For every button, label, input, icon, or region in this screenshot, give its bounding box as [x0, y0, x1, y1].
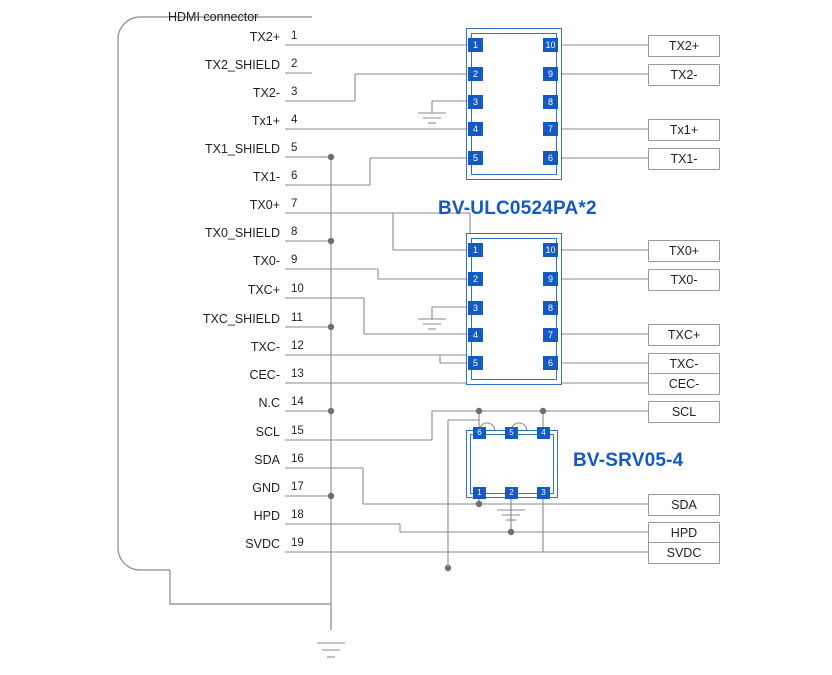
chip1-pad-7: 7 — [543, 122, 558, 136]
chip-srv05-4-body — [470, 434, 554, 494]
pin-number-3: 3 — [291, 86, 298, 98]
pin-label-11: TXC_SHIELD — [202, 312, 280, 326]
pin-label-16: SDA — [254, 453, 280, 467]
pin-label-12: TXC- — [250, 340, 280, 354]
part-label-ulc0524pa: BV-ULC0524PA*2 — [438, 198, 597, 219]
pin-number-16: 16 — [291, 453, 304, 465]
net-box-tx0n: TX0- — [648, 269, 720, 291]
chip2-pad-6: 6 — [543, 356, 558, 370]
net-box-scl: SCL — [648, 401, 720, 423]
pin-number-19: 19 — [291, 537, 304, 549]
pin-number-10: 10 — [291, 283, 304, 295]
pin-label-17: GND — [252, 481, 280, 495]
net-box-tx1p: Tx1+ — [648, 119, 720, 141]
net-box-tx0p: TX0+ — [648, 240, 720, 262]
chip2-pad-7: 7 — [543, 328, 558, 342]
part-label-srv05-4: BV-SRV05-4 — [573, 450, 684, 471]
pin-number-6: 6 — [291, 170, 298, 182]
chip2-pad-2: 2 — [468, 272, 483, 286]
pin-number-18: 18 — [291, 509, 304, 521]
pin-label-14: N.C — [258, 396, 280, 410]
pin-number-2: 2 — [291, 58, 298, 70]
pin-number-11: 11 — [291, 312, 303, 324]
chip3-pad-4: 4 — [537, 427, 550, 439]
pin-label-1: TX2+ — [249, 30, 280, 44]
pin-number-17: 17 — [291, 481, 304, 493]
chip2-pad-3: 3 — [468, 301, 483, 315]
pin-label-15: SCL — [255, 425, 280, 439]
chip3-pad-5: 5 — [505, 427, 518, 439]
chip1-pad-4: 4 — [468, 122, 483, 136]
connector-title: HDMI connector — [168, 10, 259, 24]
pin-number-4: 4 — [291, 114, 298, 126]
chip3-pad-1: 1 — [473, 487, 486, 499]
net-box-tx1n: TX1- — [648, 148, 720, 170]
pin-label-18: HPD — [253, 509, 280, 523]
pin-label-6: TX1- — [252, 170, 280, 184]
net-box-sda: SDA — [648, 494, 720, 516]
pin-label-9: TX0- — [252, 254, 280, 268]
chip2-pad-1: 1 — [468, 243, 483, 257]
chip2-pad-10: 10 — [543, 243, 558, 257]
pin-number-15: 15 — [291, 425, 304, 437]
pin-label-2: TX2_SHIELD — [204, 58, 280, 72]
net-box-svdc: SVDC — [648, 542, 720, 564]
pin-number-14: 14 — [291, 396, 304, 408]
pin-label-5: TX1_SHIELD — [204, 142, 280, 156]
chip1-pad-2: 2 — [468, 67, 483, 81]
net-box-cec: CEC- — [648, 373, 720, 395]
chip3-pad-6: 6 — [473, 427, 486, 439]
pin-label-8: TX0_SHIELD — [204, 226, 280, 240]
pin-number-5: 5 — [291, 142, 298, 154]
chip1-pad-9: 9 — [543, 67, 558, 81]
net-box-tx2p: TX2+ — [648, 35, 720, 57]
chip1-pad-6: 6 — [543, 151, 558, 165]
pin-label-7: TX0+ — [249, 198, 280, 212]
pin-label-4: Tx1+ — [251, 114, 280, 128]
net-box-txcn: TXC- — [648, 353, 720, 375]
chip3-pad-3: 3 — [537, 487, 550, 499]
pin-number-8: 8 — [291, 226, 298, 238]
chip2-pad-8: 8 — [543, 301, 558, 315]
pin-number-9: 9 — [291, 254, 298, 266]
chip2-pad-4: 4 — [468, 328, 483, 342]
chip1-pad-8: 8 — [543, 95, 558, 109]
chip1-pad-5: 5 — [468, 151, 483, 165]
chip1-pad-1: 1 — [468, 38, 483, 52]
pin-number-12: 12 — [291, 340, 304, 352]
pin-label-13: CEC- — [249, 368, 280, 382]
net-box-hpd: HPD — [648, 522, 720, 544]
chip1-pad-3: 3 — [468, 95, 483, 109]
pin-label-10: TXC+ — [247, 283, 280, 297]
net-box-txcp: TXC+ — [648, 324, 720, 346]
pin-label-19: SVDC — [245, 537, 280, 551]
pin-label-3: TX2- — [252, 86, 280, 100]
chip2-pad-5: 5 — [468, 356, 483, 370]
net-box-tx2n: TX2- — [648, 64, 720, 86]
pin-number-7: 7 — [291, 198, 298, 210]
chip2-pad-9: 9 — [543, 272, 558, 286]
chip1-pad-10: 10 — [543, 38, 558, 52]
pin-number-1: 1 — [291, 30, 298, 42]
pin-number-13: 13 — [291, 368, 304, 380]
chip3-pad-2: 2 — [505, 487, 518, 499]
